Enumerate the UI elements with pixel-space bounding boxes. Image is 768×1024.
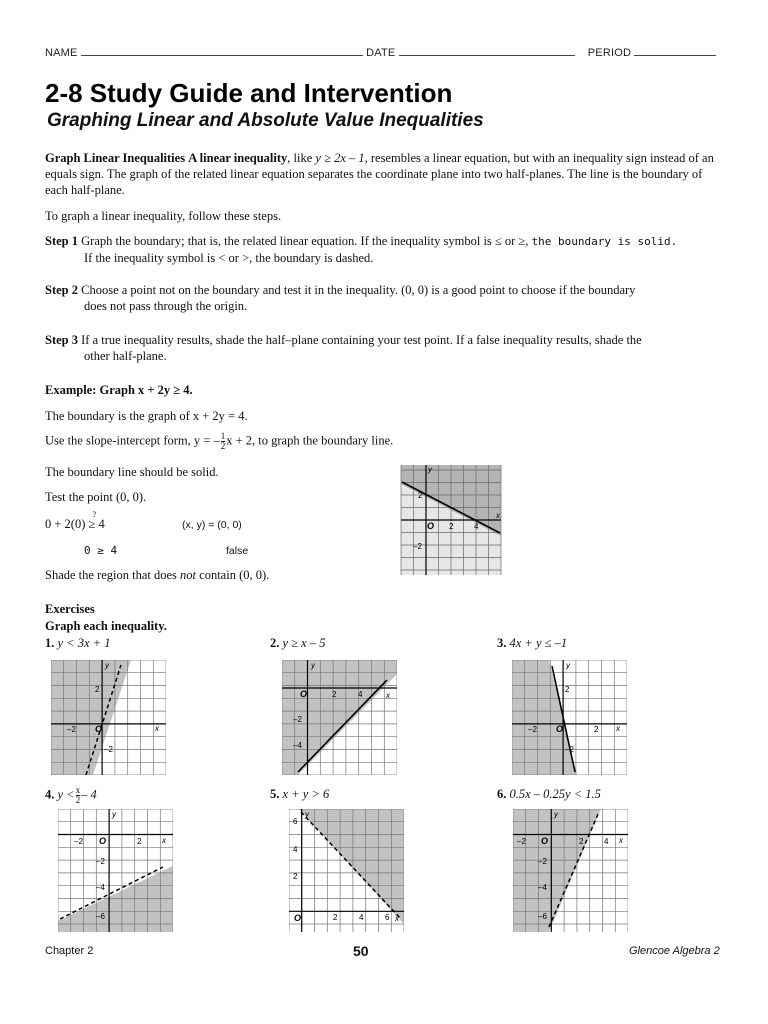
example-heading: Example: Graph x + 2y ≥ 4. (45, 383, 193, 397)
example-work-2: 0 ≥ 4 (84, 544, 118, 557)
exercise-3-graph (512, 660, 627, 775)
exercise-6: 6. 0.5x – 0.25y < 1.5 (497, 787, 601, 801)
svg-text:–2: –2 (104, 745, 113, 754)
svg-text:O: O (541, 836, 549, 846)
name-label: NAME (45, 47, 78, 59)
date-blank (399, 46, 575, 56)
header-fields (45, 46, 725, 59)
step-1-text-mono: the boundary is solid. (531, 235, 678, 248)
svg-text:y: y (554, 810, 558, 819)
svg-text:–6: –6 (538, 912, 547, 921)
svg-text:–2: –2 (293, 715, 302, 724)
step-3-text: If a true inequality results, shade the half–plane containing your test point. If a false inequality results, shade the (81, 333, 642, 347)
svg-text:O: O (427, 521, 435, 531)
step-2 (45, 282, 725, 314)
example-graph (396, 462, 506, 578)
step-3-label: Step 3 (45, 333, 78, 347)
step-1 (45, 233, 725, 266)
svg-text:6: 6 (293, 817, 298, 826)
example-line-4: Test the point (0, 0). (45, 490, 147, 504)
svg-text:O: O (99, 836, 107, 846)
exercise-6-graph (513, 809, 628, 932)
step-2-text: Choose a point not on the boundary and test it in the inequality. (0, 0) is a good point to choose if the boundary (81, 283, 636, 297)
question-mark: ? (92, 510, 97, 519)
svg-text:2: 2 (565, 685, 570, 694)
svg-text:y: y (428, 465, 432, 474)
example-work-1: 0 + 2(0) ? ≥ 4 (45, 516, 345, 532)
svg-text:–2: –2 (565, 745, 574, 754)
page-title: 2-8 Study Guide and Intervention (45, 78, 453, 108)
example-fraction: $\frac{1}{2}$ (220, 431, 226, 451)
svg-text:2: 2 (333, 913, 338, 922)
example-line-5: Shade the region that does not contain (0, 0). (45, 568, 270, 582)
svg-text:x: x (155, 724, 159, 733)
exercise-3: 3. 4x + y ≤ –1 (497, 636, 568, 650)
svg-text:O: O (556, 724, 564, 734)
svg-text:–2: –2 (413, 542, 422, 551)
svg-text:–2: –2 (74, 837, 83, 846)
intro-term: A linear inequality (188, 151, 288, 165)
intro-example: y ≥ 2x – 1 (315, 151, 365, 165)
intro-follow: To graph a linear inequality, follow these steps. (45, 209, 282, 223)
step-2-line2: does not pass through the origin. (84, 299, 248, 313)
step-1-text: Graph the boundary; that is, the related linear equation. If the inequality symbol is ≤ or ≥, (81, 234, 532, 248)
svg-text:4: 4 (358, 690, 363, 699)
svg-text:2: 2 (332, 690, 337, 699)
svg-text:x: x (616, 724, 620, 733)
svg-text:–2: –2 (67, 725, 76, 734)
example-work-1-note: (x, y) = (0, 0) (182, 519, 242, 531)
svg-text:y: y (305, 810, 309, 819)
svg-text:x: x (395, 914, 399, 923)
example-work-2-note: false (226, 545, 249, 557)
period-label: PERIOD (587, 47, 632, 59)
exercise-2: 2. y ≥ x – 5 (270, 636, 326, 650)
svg-text:O: O (300, 689, 308, 699)
svg-text:O: O (294, 913, 302, 923)
svg-text:2: 2 (137, 837, 142, 846)
svg-text:y: y (311, 661, 315, 670)
svg-text:x: x (386, 691, 390, 700)
exercise-5: 5. x + y > 6 (270, 787, 330, 801)
exercise-4-shaded-region (58, 866, 173, 932)
exercise-4-graph (58, 809, 173, 932)
intro-like: , like (287, 151, 316, 165)
svg-text:2: 2 (579, 837, 584, 846)
exercise-3-shaded-region (512, 660, 577, 775)
date-label: DATE (366, 47, 396, 59)
svg-text:x: x (619, 836, 623, 845)
svg-text:4: 4 (359, 913, 364, 922)
svg-text:y: y (566, 661, 570, 670)
step-1-label: Step 1 (45, 234, 78, 248)
svg-text:2: 2 (293, 872, 298, 881)
step-1-line2: If the inequality symbol is < or >, the boundary is dashed. (84, 251, 374, 265)
svg-text:y: y (112, 810, 116, 819)
footer-book: Glencoe Algebra 2 (629, 945, 720, 957)
svg-text:–2: –2 (528, 725, 537, 734)
svg-text:–2: –2 (538, 857, 547, 866)
page-subtitle: Graphing Linear and Absolute Value Inequalities (47, 110, 484, 131)
svg-text:–4: –4 (293, 741, 302, 750)
exercise-1: 1. y < 3x + 1 (45, 636, 111, 650)
exercise-6-shaded-region (513, 809, 601, 932)
exercise-5-graph (289, 809, 404, 932)
svg-text:y: y (105, 661, 109, 670)
step-2-label: Step 2 (45, 283, 78, 297)
exercises-heading: Exercises (45, 602, 95, 616)
svg-text:–4: –4 (538, 883, 547, 892)
example-line-3: The boundary line should be solid. (45, 465, 219, 479)
intro-heading: Graph Linear Inequalities (45, 151, 186, 165)
step-3-line2: other half-plane. (84, 349, 167, 363)
svg-text:–4: –4 (96, 883, 105, 892)
svg-text:–6: –6 (96, 912, 105, 921)
svg-text:2: 2 (449, 522, 454, 531)
svg-text:2: 2 (418, 491, 423, 500)
exercise-4: 4. y < $\frac{x}{2}$ – 4 (45, 785, 97, 805)
svg-text:4: 4 (293, 845, 298, 854)
exercise-1-graph (51, 660, 166, 775)
name-blank (81, 46, 363, 56)
svg-text:x: x (162, 836, 166, 845)
svg-text:O: O (95, 724, 103, 734)
exercises-subheading: Graph each inequality. (45, 619, 167, 633)
svg-text:4: 4 (474, 522, 479, 531)
footer-chapter: Chapter 2 (45, 945, 94, 957)
page-number: 50 (353, 943, 369, 959)
intro-rest: , resembles a linear equation, but with an inequality sign instead of an equals sign. The graph of the related linear equation separates the coordinate plane into two half-planes. The line is the boundary of each half-plane. (45, 151, 714, 197)
svg-text:x: x (496, 511, 500, 520)
svg-text:2: 2 (594, 725, 599, 734)
svg-text:–2: –2 (517, 837, 526, 846)
svg-text:–2: –2 (96, 857, 105, 866)
svg-text:2: 2 (95, 685, 100, 694)
svg-text:6: 6 (385, 913, 390, 922)
example-line-2: Use the slope-intercept form, y = – $\frac{1}{2}$ x + 2, to graph the boundary line. (45, 431, 394, 451)
step-3 (45, 332, 725, 364)
period-blank (634, 46, 716, 56)
example-line-1: The boundary is the graph of x + 2y = 4. (45, 409, 248, 423)
intro-paragraph (45, 150, 725, 198)
exercise-2-graph (282, 660, 397, 775)
svg-text:4: 4 (604, 837, 609, 846)
